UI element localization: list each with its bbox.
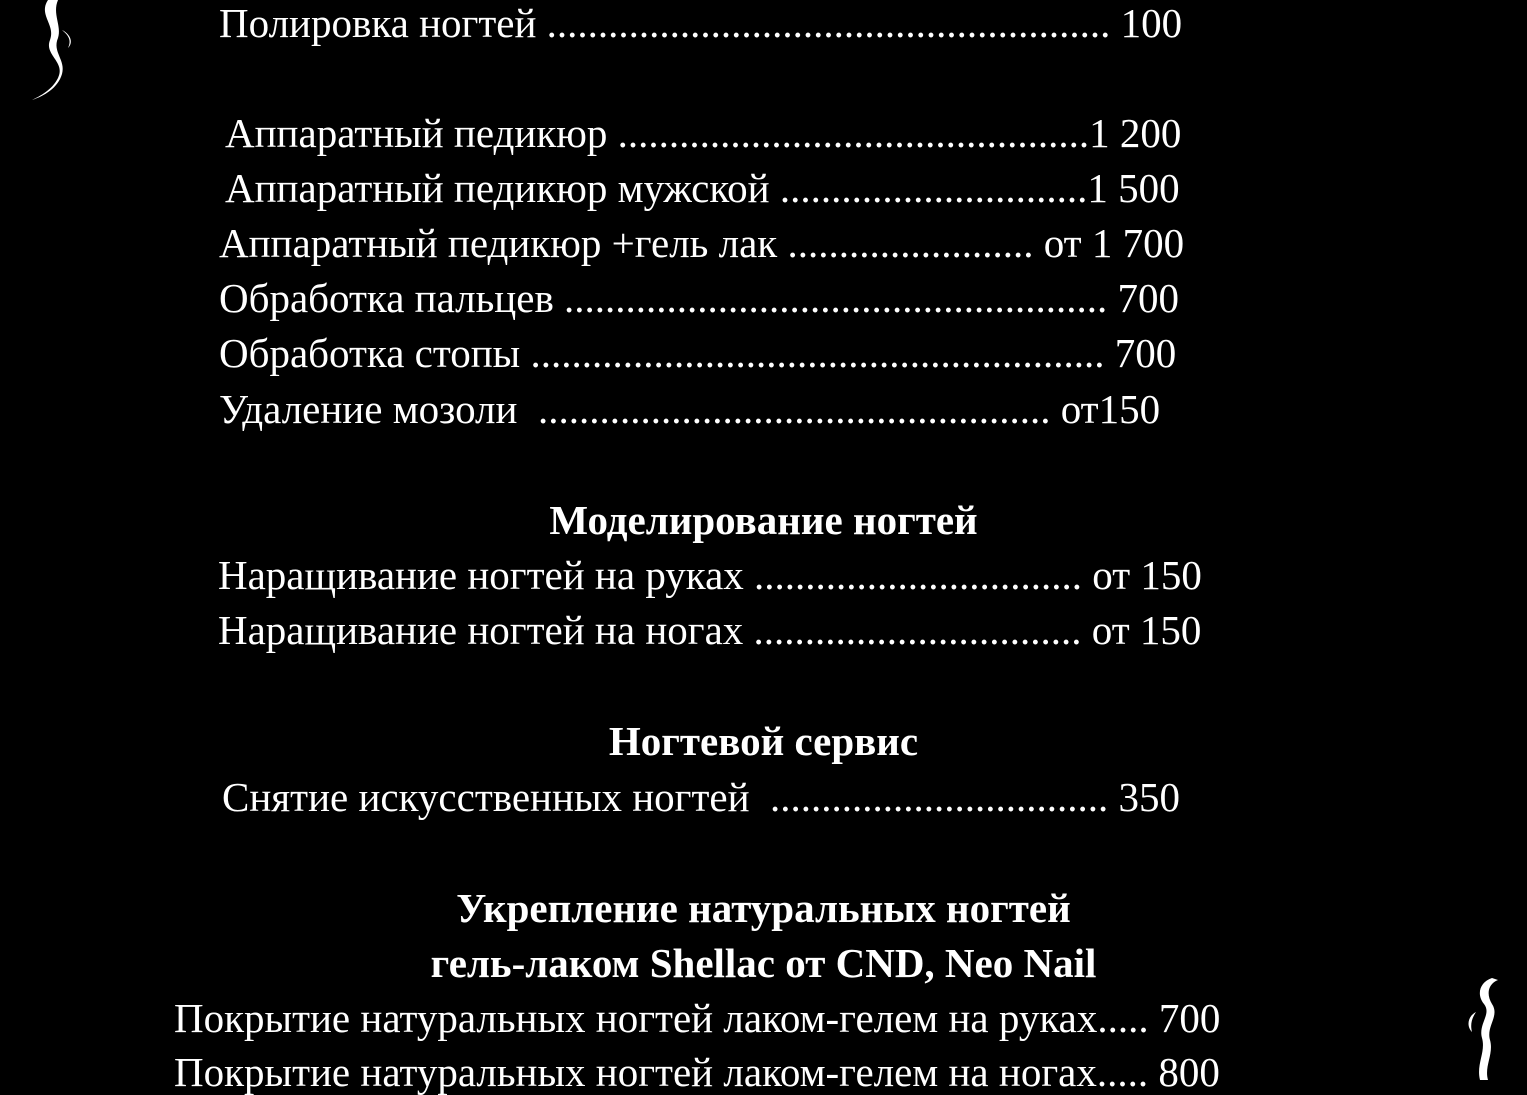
- section-title-shellac-line2: гель-лаком Shellac от CND, Neo Nail: [430, 940, 1097, 986]
- price-row-pedicure: Аппаратный педикюр ..............................................1 200: [225, 110, 1182, 156]
- price-row-removal: Снятие искусственных ногтей ................................. 350: [222, 774, 1181, 820]
- price-row-extension-feet: Наращивание ногтей на ногах ................................ от 150: [218, 607, 1202, 653]
- flourish-ornament-bottom-right-icon: [1462, 972, 1512, 1080]
- flourish-ornament-top-left-icon: [18, 0, 78, 110]
- price-row-coating-feet: Покрытие натуральных ногтей лаком-гелем на ногах..... 800: [174, 1049, 1220, 1095]
- section-title-service: Ногтевой сервис: [608, 718, 919, 764]
- price-row-polishing: Полировка ногтей ....................................................... 100: [219, 0, 1183, 46]
- price-row-coating-hands: Покрытие натуральных ногтей лаком-гелем на руках..... 700: [174, 995, 1221, 1041]
- price-row-extension-hands: Наращивание ногтей на руках ................................ от 150: [218, 552, 1202, 598]
- price-row-toes-treatment: Обработка пальцев ..................................................... 700: [219, 275, 1180, 321]
- section-title-shellac-line1: Укрепление натуральных ногтей: [456, 885, 1071, 931]
- price-row-pedicure-men: Аппаратный педикюр мужской ..............................1 500: [225, 165, 1180, 211]
- section-title-modeling: Моделирование ногтей: [549, 497, 978, 543]
- price-row-pedicure-gel: Аппаратный педикюр +гель лак ........................ от 1 700: [219, 220, 1185, 266]
- price-row-callus-removal: Удаление мозоли .................................................. от150: [219, 386, 1161, 432]
- price-row-foot-treatment: Обработка стопы ........................................................ 700: [219, 330, 1177, 376]
